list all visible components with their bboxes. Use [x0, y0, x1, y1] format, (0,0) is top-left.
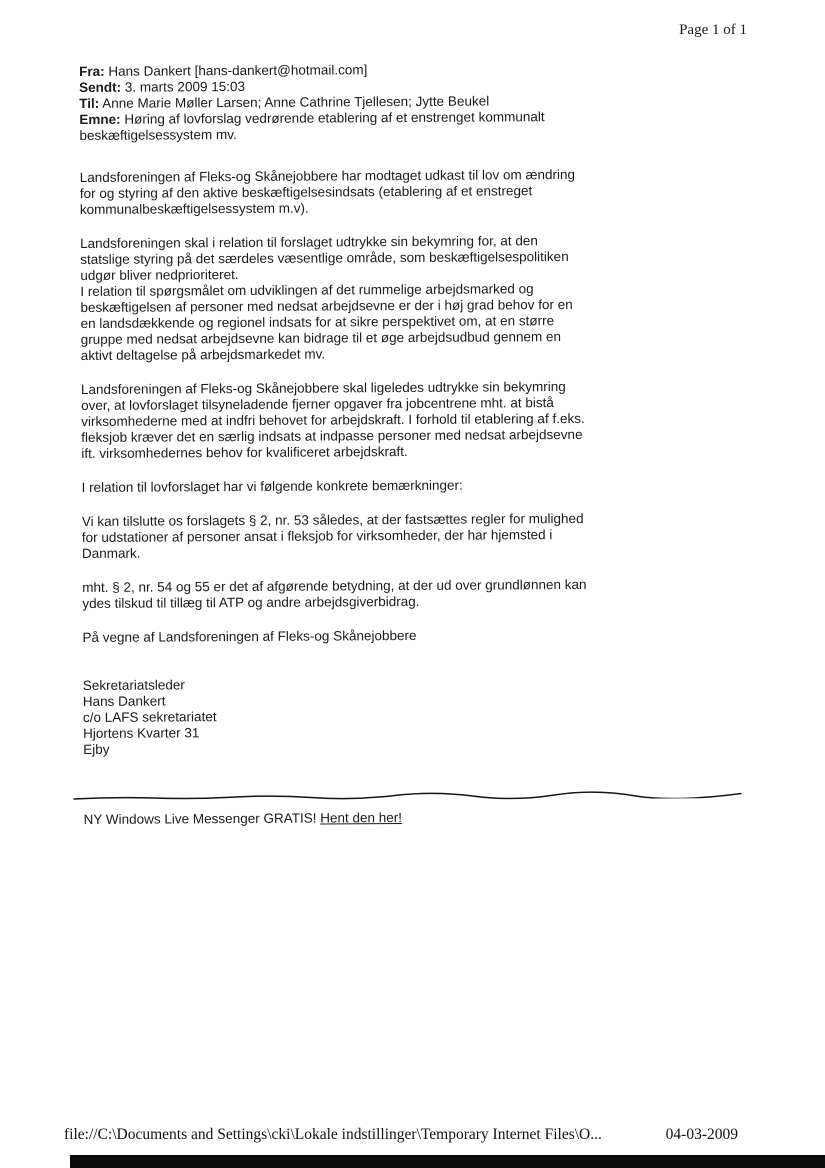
signature-city: Ejby — [83, 741, 110, 757]
signature-name: Hans Dankert — [82, 693, 166, 709]
signature-org: c/o LAFS sekretariatet — [82, 709, 217, 725]
header-to-value: Anne Marie Møller Larsen; Anne Cathrine Tjellesen; Jytte Beukel — [99, 93, 490, 111]
paragraph: I relation til lovforslaget har vi følgende konkrete bemærkninger: — [81, 477, 463, 495]
header-sent-label: Sendt: — [79, 79, 122, 95]
header-from-value: Hans Dankert [hans-dankert@hotmail.com] — [104, 62, 368, 79]
page-indicator: Page 1 of 1 — [679, 22, 747, 38]
header-subject-label: Emne: — [79, 111, 121, 127]
header-subject — [79, 109, 585, 144]
paragraph: Landsforeningen af Fleks-og Skånejobbere har modtaget udkast til lov om ændring for og styring af den aktive beskæftigelsesindsats (etablering af et enstreget kommunalbeskæftigelsessystem m.v). — [79, 166, 579, 217]
paragraph: Landsforeningen af Fleks-og Skånejobbere skal ligeledes udtrykke sin bekymring over, at lovforslaget tilsyneladende fjerner opgaver fra jobcentrene mht. at bistå virksomhederne med at indfri behovet for arbejdskraft. I forhold til etablering af f.eks. fleksjob kræver det en særlig indsats at indpasse personer med nedsat arbejdsevne ift. virksomhedernes behov for kvalificeret arbejdskraft. — [80, 379, 589, 461]
print-footer — [64, 1126, 738, 1144]
signature-block — [83, 675, 589, 758]
messenger-promo-text: NY Windows Live Messenger GRATIS! — [83, 810, 321, 827]
paragraph: Landsforeningen skal i relation til forslaget udtrykke sin bekymring for, at den statslige styring på det særdeles væsentlige område, som beskæftigelsespolitiken udgør bliver nedprioriteret. I relation til spørgsmålet om udviklingen af det rummelige arbejdsmarked og beskæftigelsen af personer med nedsat arbejdsevne er der i høj grad behov for en en landsdækkende og regionel indsats for at sikre perspektivet om, at en større gruppe med nedsat arbejdsevne kan bidrage til et øge arbejdsudbud gennem en aktivt deltagelse på arbejdsmarkedet mv. — [80, 233, 577, 363]
separator-line — [73, 787, 589, 806]
header-to-label: Til: — [79, 95, 100, 111]
email-body — [80, 167, 589, 646]
email-headers — [79, 61, 585, 144]
paragraph: Vi kan tilslutte os forslagets § 2, nr. 53 således, at der fastsættes regler for mulighed for udstationer af personer ansat i fleksjob for virksomheder, der har hjemsted i Danmark. — [81, 510, 588, 561]
messenger-promo — [84, 809, 590, 828]
email-printout — [79, 61, 590, 828]
header-from-label: Fra: — [79, 63, 105, 79]
messenger-promo-link[interactable]: Hent den her! — [320, 810, 403, 826]
scan-artifact-bar — [70, 1155, 825, 1168]
paragraph: mht. § 2, nr. 54 og 55 er det af afgørende betydning, at der ud over grundlønnen kan ydes tilskud til tillæg til ATP og andre arbejdsgiverbidrag. — [82, 576, 591, 611]
signature-role: Sekretariatsleder — [82, 677, 185, 693]
print-footer-path: file://C:\Documents and Settings\cki\Lokale indstillinger\Temporary Internet Files\O... — [64, 1126, 602, 1143]
signature-street: Hjortens Kvarter 31 — [83, 725, 200, 741]
header-sent-value: 3. marts 2009 15:03 — [121, 78, 246, 95]
print-footer-date: 04-03-2009 — [665, 1126, 738, 1143]
paragraph: På vegne af Landsforeningen af Fleks-og Skånejobbere — [82, 627, 417, 645]
header-subject-value: Høring af lovforslag vedrørende etablering af et enstrenget kommunalt beskæftigelsessystem mv. — [79, 109, 545, 143]
